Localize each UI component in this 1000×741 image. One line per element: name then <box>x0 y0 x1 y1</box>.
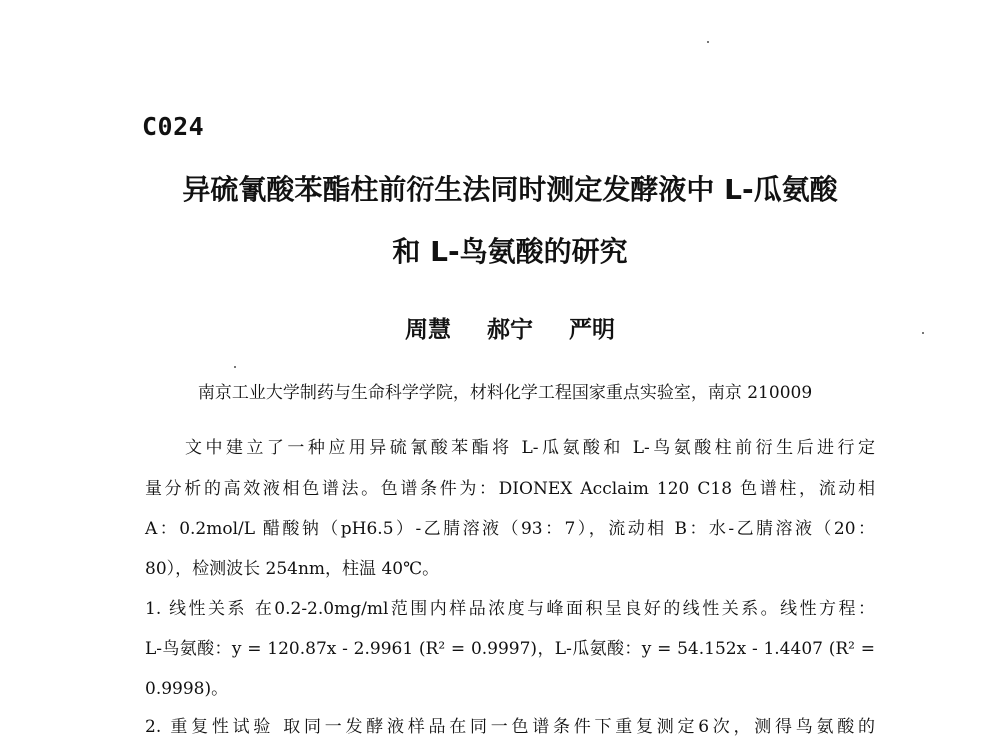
author-name: 严明 <box>569 317 616 343</box>
title-line-2: 和 L-鸟氨酸的研究 <box>392 235 628 268</box>
body-line: 量分析的高效液相色谱法。色谱条件为：DIONEX Acclaim 120 C18 色谱柱，流动相 <box>145 479 875 499</box>
title-line-1: 异硫氰酸苯酯柱前衍生法同时测定发酵液中 L-瓜氨酸 <box>182 173 838 206</box>
author-name: 郝宁 <box>487 317 533 343</box>
affiliation: 南京工业大学制药与生命科学学院，材料化学工程国家重点实验室，南京 210009 <box>197 383 813 403</box>
abstract-code: C024 <box>142 112 205 141</box>
author-name: 周慧 <box>404 317 451 343</box>
scan-speck <box>922 332 924 334</box>
body-line: 0.9998)。 <box>145 679 229 699</box>
scan-speck <box>234 366 236 368</box>
body-line: L-鸟氨酸：y = 120.87x - 2.9961 (R² = 0.9997)，L-瓜氨酸：y = 54.152x - 1.4407 (R² = <box>145 639 875 659</box>
body-line: 2. 重复性试验 取同一发酵液样品在同一色谱条件下重复测定6次，测得鸟氨酸的 <box>145 717 875 737</box>
author-list <box>100 311 920 344</box>
scan-speck <box>707 41 709 43</box>
body-line: A：0.2mol/L 醋酸钠（pH6.5）-乙腈溶液（93：7），流动相 B：水-乙腈溶液（20： <box>145 519 875 539</box>
body-line: 文中建立了一种应用异硫氰酸苯酯将 L-瓜氨酸和 L-鸟氨酸柱前衍生后进行定 <box>185 438 875 458</box>
body-line: 1. 线性关系 在0.2-2.0mg/ml范围内样品浓度与峰面积呈良好的线性关系。线性方程： <box>145 599 875 619</box>
body-line: 80），检测波长 254nm，柱温 40℃。 <box>145 559 440 579</box>
